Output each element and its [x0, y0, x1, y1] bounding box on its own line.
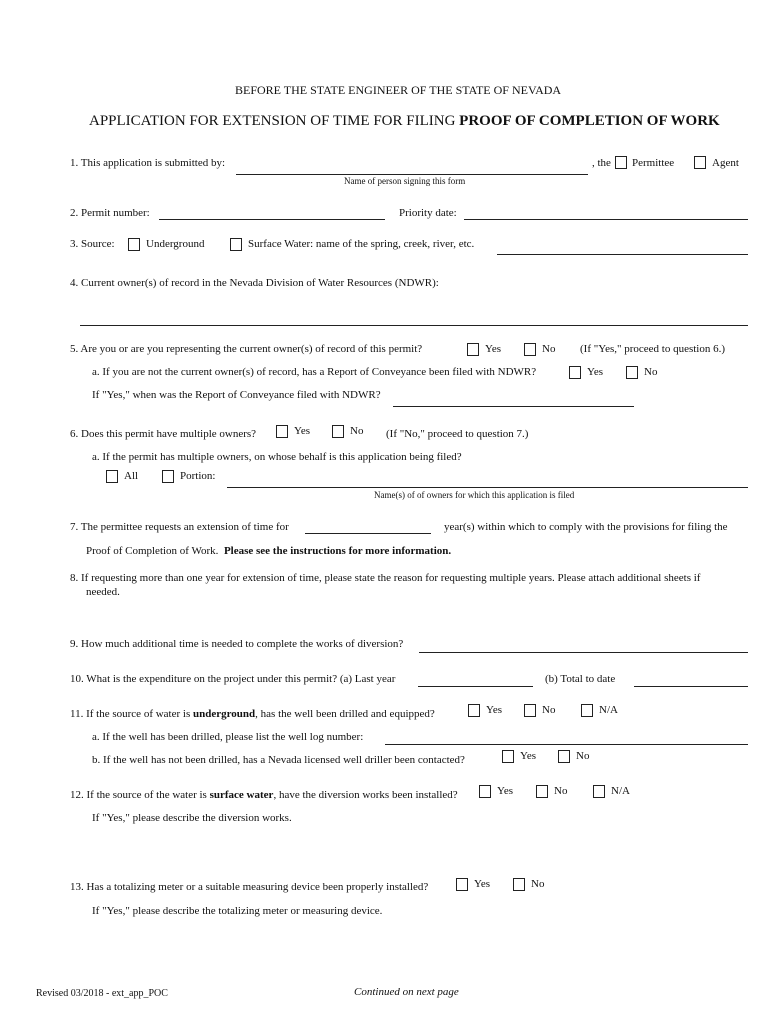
q11-yes-label: Yes	[486, 704, 503, 716]
q7-line2-plain: Proof of Completion of Work.	[86, 545, 219, 557]
q11a-label: a. If the well has been drilled, please list the well log number:	[92, 731, 364, 743]
q3-surface-checkbox[interactable]	[230, 238, 242, 251]
q12-na-checkbox[interactable]	[593, 785, 605, 798]
q6-no-checkbox[interactable]	[332, 425, 344, 438]
q11-label-bold: underground	[193, 708, 256, 720]
q5-no-label: No	[542, 343, 556, 355]
q13-yes-label: Yes	[474, 878, 491, 890]
q7-line2	[86, 545, 451, 557]
q5-when-field[interactable]	[393, 406, 634, 407]
q9-time-field[interactable]	[419, 652, 748, 653]
q11b-label: b. If the well has not been drilled, has a Nevada licensed well driller been contacted?	[92, 754, 465, 766]
q10-label: 10. What is the expenditure on the project under this permit? (a) Last year	[70, 673, 396, 685]
q6a-owners-field[interactable]	[227, 487, 748, 488]
q4-label: 4. Current owner(s) of record in the Nevada Division of Water Resources (NDWR):	[70, 277, 439, 289]
q6a-label: a. If the permit has multiple owners, on whose behalf is this application being filed?	[92, 451, 462, 463]
q12-label-bold: surface water	[209, 789, 274, 801]
q11-label-post: , has the well been drilled and equipped?	[255, 708, 435, 720]
q5-label: 5. Are you or are you representing the current owner(s) of record of this permit?	[70, 343, 423, 355]
q5-no-checkbox[interactable]	[524, 343, 536, 356]
q1-agent-checkbox[interactable]	[694, 156, 706, 169]
q12-label	[70, 789, 458, 801]
q13-label: 13. Has a totalizing meter or a suitable measuring device been properly installed?	[70, 881, 429, 893]
q6-yes-label: Yes	[294, 425, 311, 437]
q1-agent-label: Agent	[712, 157, 739, 169]
q10-last-year-field[interactable]	[418, 686, 533, 687]
q12-no-checkbox[interactable]	[536, 785, 548, 798]
form-title-bold: PROOF OF COMPLETION OF WORK	[459, 113, 720, 129]
q5a-yes-label: Yes	[587, 366, 604, 378]
q3-surface-field[interactable]	[497, 254, 748, 255]
q13-no-checkbox[interactable]	[513, 878, 525, 891]
q11-na-label: N/A	[599, 704, 618, 716]
q6a-all-label: All	[124, 470, 139, 482]
q6-label: 6. Does this permit have multiple owners?	[70, 428, 257, 440]
q11-no-label: No	[542, 704, 556, 716]
q5-when-label: If "Yes," when was the Report of Conveyance filed with NDWR?	[92, 389, 381, 401]
q7-years-field[interactable]	[305, 533, 431, 534]
q11b-yes-checkbox[interactable]	[502, 750, 514, 763]
q1-label: 1. This application is submitted by:	[70, 157, 226, 169]
header-line1: BEFORE THE STATE ENGINEER OF THE STATE OF NEVADA	[235, 83, 562, 97]
q3-underground-label: Underground	[146, 238, 205, 250]
q1-permittee-checkbox[interactable]	[615, 156, 627, 169]
q1-name-field[interactable]	[236, 174, 588, 175]
q6-no-label: No	[350, 425, 364, 437]
q12-na-label: N/A	[611, 785, 630, 797]
q11a-log-field[interactable]	[385, 744, 748, 745]
q5a-no-checkbox[interactable]	[626, 366, 638, 379]
q1-the: , the	[592, 157, 611, 169]
q5a-label: a. If you are not the current owner(s) of record, has a Report of Conveyance been filed with NDWR?	[92, 366, 537, 378]
q3-surface-label: Surface Water: name of the spring, creek, river, etc.	[248, 238, 475, 250]
q12-label-post: , have the diversion works been installed?	[273, 789, 458, 801]
q11b-yes-label: Yes	[520, 750, 537, 762]
q11b-no-label: No	[576, 750, 590, 762]
q7-tail: year(s) within which to comply with the provisions for filing the	[444, 521, 728, 533]
q6a-portion-label: Portion:	[180, 470, 216, 482]
q12-no-label: No	[554, 785, 568, 797]
q7-instructions-note: Please see the instructions for more information.	[223, 545, 452, 557]
q10-total-label: (b) Total to date	[545, 673, 616, 685]
q1-permittee-label: Permittee	[632, 157, 675, 169]
footer-revised: Revised 03/2018 - ext_app_POC	[36, 988, 168, 999]
q6a-all-checkbox[interactable]	[106, 470, 118, 483]
q2-priority-label: Priority date:	[399, 207, 457, 219]
q12-yes-checkbox[interactable]	[479, 785, 491, 798]
q13-describe: If "Yes," please describe the totalizing meter or measuring device.	[92, 905, 383, 917]
q12-describe: If "Yes," please describe the diversion works.	[92, 812, 292, 824]
q5a-yes-checkbox[interactable]	[569, 366, 581, 379]
q12-label-pre: 12. If the source of the water is	[70, 789, 210, 801]
q11-na-checkbox[interactable]	[581, 704, 593, 717]
q6-note: (If "No," proceed to question 7.)	[386, 428, 529, 440]
q1-caption: Name of person signing this form	[344, 176, 466, 186]
q3-underground-checkbox[interactable]	[128, 238, 140, 251]
q4-owner-field[interactable]	[80, 325, 748, 326]
q2-permit-field[interactable]	[159, 219, 385, 220]
q6-yes-checkbox[interactable]	[276, 425, 288, 438]
q5-note: (If "Yes," proceed to question 6.)	[580, 343, 726, 355]
q5a-no-label: No	[644, 366, 658, 378]
q2-permit-label: 2. Permit number:	[70, 207, 150, 219]
q11-label-pre: 11. If the source of water is	[70, 708, 193, 720]
q10-total-field[interactable]	[634, 686, 748, 687]
q8-line1: 8. If requesting more than one year for extension of time, please state the reason for requesting multiple years. Please attach additional sheets if	[70, 572, 701, 584]
form-title	[89, 113, 720, 130]
q11b-no-checkbox[interactable]	[558, 750, 570, 763]
q11-no-checkbox[interactable]	[524, 704, 536, 717]
q9-label: 9. How much additional time is needed to complete the works of diversion?	[70, 638, 404, 650]
q7-label: 7. The permittee requests an extension of time for	[70, 521, 289, 533]
q8-line2: needed.	[86, 586, 120, 598]
q3-label: 3. Source:	[70, 238, 115, 250]
form-title-plain: APPLICATION FOR EXTENSION OF TIME FOR FILING	[89, 113, 460, 129]
q13-yes-checkbox[interactable]	[456, 878, 468, 891]
q5-yes-label: Yes	[485, 343, 502, 355]
q11-yes-checkbox[interactable]	[468, 704, 480, 717]
q12-yes-label: Yes	[497, 785, 514, 797]
q6a-portion-checkbox[interactable]	[162, 470, 174, 483]
q13-no-label: No	[531, 878, 545, 890]
q6a-caption: Name(s) of of owners for which this application is filed	[374, 490, 575, 500]
q5-yes-checkbox[interactable]	[467, 343, 479, 356]
q11-label	[70, 708, 435, 720]
footer-continued: Continued on next page	[354, 986, 459, 998]
q2-priority-field[interactable]	[464, 219, 748, 220]
